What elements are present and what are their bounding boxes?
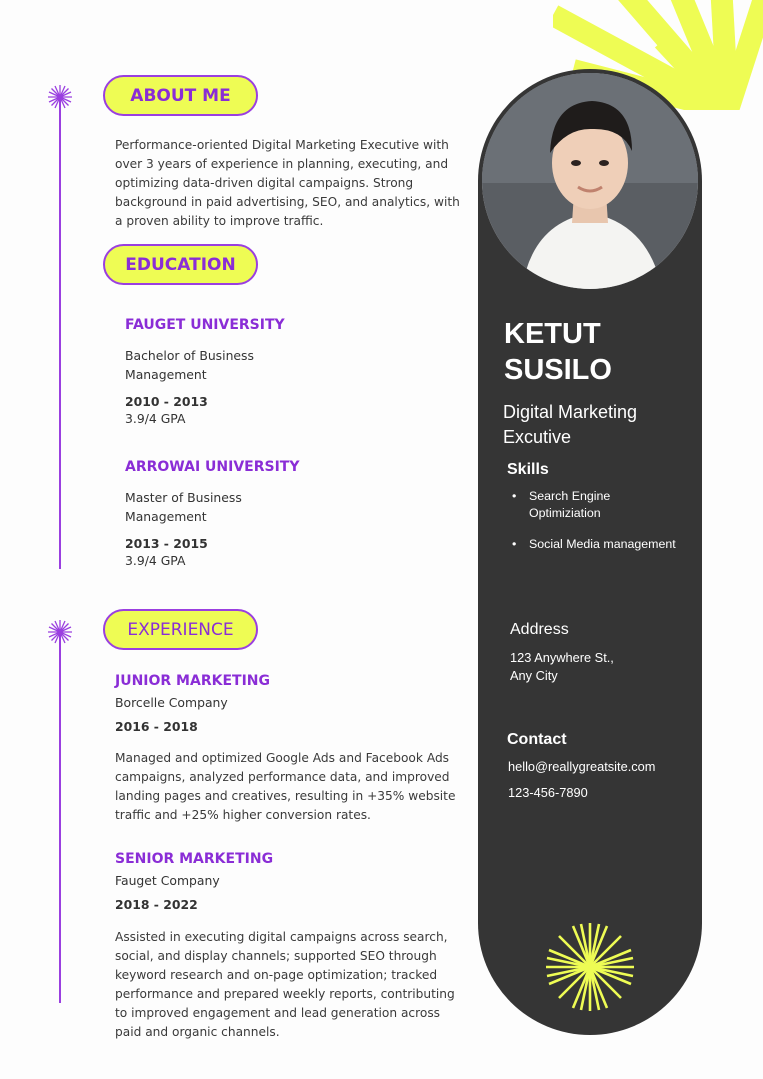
skills-list bbox=[512, 488, 682, 567]
experience-title: SENIOR MARKETING bbox=[115, 851, 274, 867]
bullet-icon: • bbox=[512, 489, 517, 503]
education-heading: EDUCATION bbox=[103, 244, 258, 285]
education-school: FAUGET UNIVERSITY bbox=[125, 317, 285, 333]
experience-title: JUNIOR MARKETING bbox=[115, 673, 270, 689]
timeline-line-top bbox=[59, 96, 61, 569]
skills-heading: Skills bbox=[507, 461, 549, 478]
education-years: 2010 - 2013 bbox=[125, 394, 208, 409]
education-years: 2013 - 2015 bbox=[125, 536, 208, 551]
profile-role: Digital Marketing Excutive bbox=[503, 402, 638, 447]
timeline-line-bottom bbox=[59, 631, 61, 1003]
profile-first-name: KETUT bbox=[504, 318, 601, 350]
experience-company: Fauget Company bbox=[115, 873, 220, 888]
experience-description: Managed and optimized Google Ads and Facebook Ads campaigns, analyzed performance data, and improved landing pages and creatives, resulting in +35% website traffic and +25% higher conversion rates. bbox=[115, 751, 456, 822]
education-degree: Master of Business Management bbox=[125, 490, 242, 524]
bullet-icon: • bbox=[512, 537, 517, 551]
skill-item: • Search Engine Optimiziation bbox=[512, 489, 611, 520]
experience-years: 2016 - 2018 bbox=[115, 719, 198, 734]
profile-photo bbox=[482, 73, 698, 289]
starburst-icon bbox=[47, 84, 73, 114]
education-gpa: 3.9/4 GPA bbox=[125, 411, 186, 426]
address-line2: Any City bbox=[510, 668, 558, 683]
contact-email[interactable]: hello@reallygreatsite.com bbox=[508, 759, 656, 774]
education-gpa: 3.9/4 GPA bbox=[125, 553, 186, 568]
education-school: ARROWAI UNIVERSITY bbox=[125, 459, 300, 475]
address-line1: 123 Anywhere St., bbox=[510, 650, 614, 665]
skill-item: • Social Media management bbox=[512, 537, 676, 551]
education-degree: Bachelor of Business Management bbox=[125, 348, 254, 382]
profile-last-name: SUSILO bbox=[504, 354, 612, 386]
about-text: Performance-oriented Digital Marketing Executive with over 3 years of experience in planning, executing, and optimizing data-driven digital campaigns. Strong background in paid advertising, SEO, and analytics, with a proven ability to improve traffic. bbox=[115, 138, 460, 228]
starburst-icon bbox=[544, 921, 636, 1017]
address-heading: Address bbox=[510, 621, 569, 638]
experience-heading: EXPERIENCE bbox=[103, 609, 258, 650]
starburst-icon bbox=[47, 619, 73, 649]
experience-company: Borcelle Company bbox=[115, 695, 228, 710]
contact-phone[interactable]: 123-456-7890 bbox=[508, 785, 588, 800]
experience-years: 2018 - 2022 bbox=[115, 897, 198, 912]
experience-description: Assisted in executing digital campaigns across search, social, and display channels; supported SEO through keyword research and on-page optimization; tracked performance and prepared weekly reports, contributing to improved engagement and lead generation across paid and organic channels. bbox=[115, 930, 455, 1039]
contact-heading: Contact bbox=[507, 731, 567, 748]
about-heading: ABOUT ME bbox=[103, 75, 258, 116]
profile-name bbox=[504, 316, 612, 388]
